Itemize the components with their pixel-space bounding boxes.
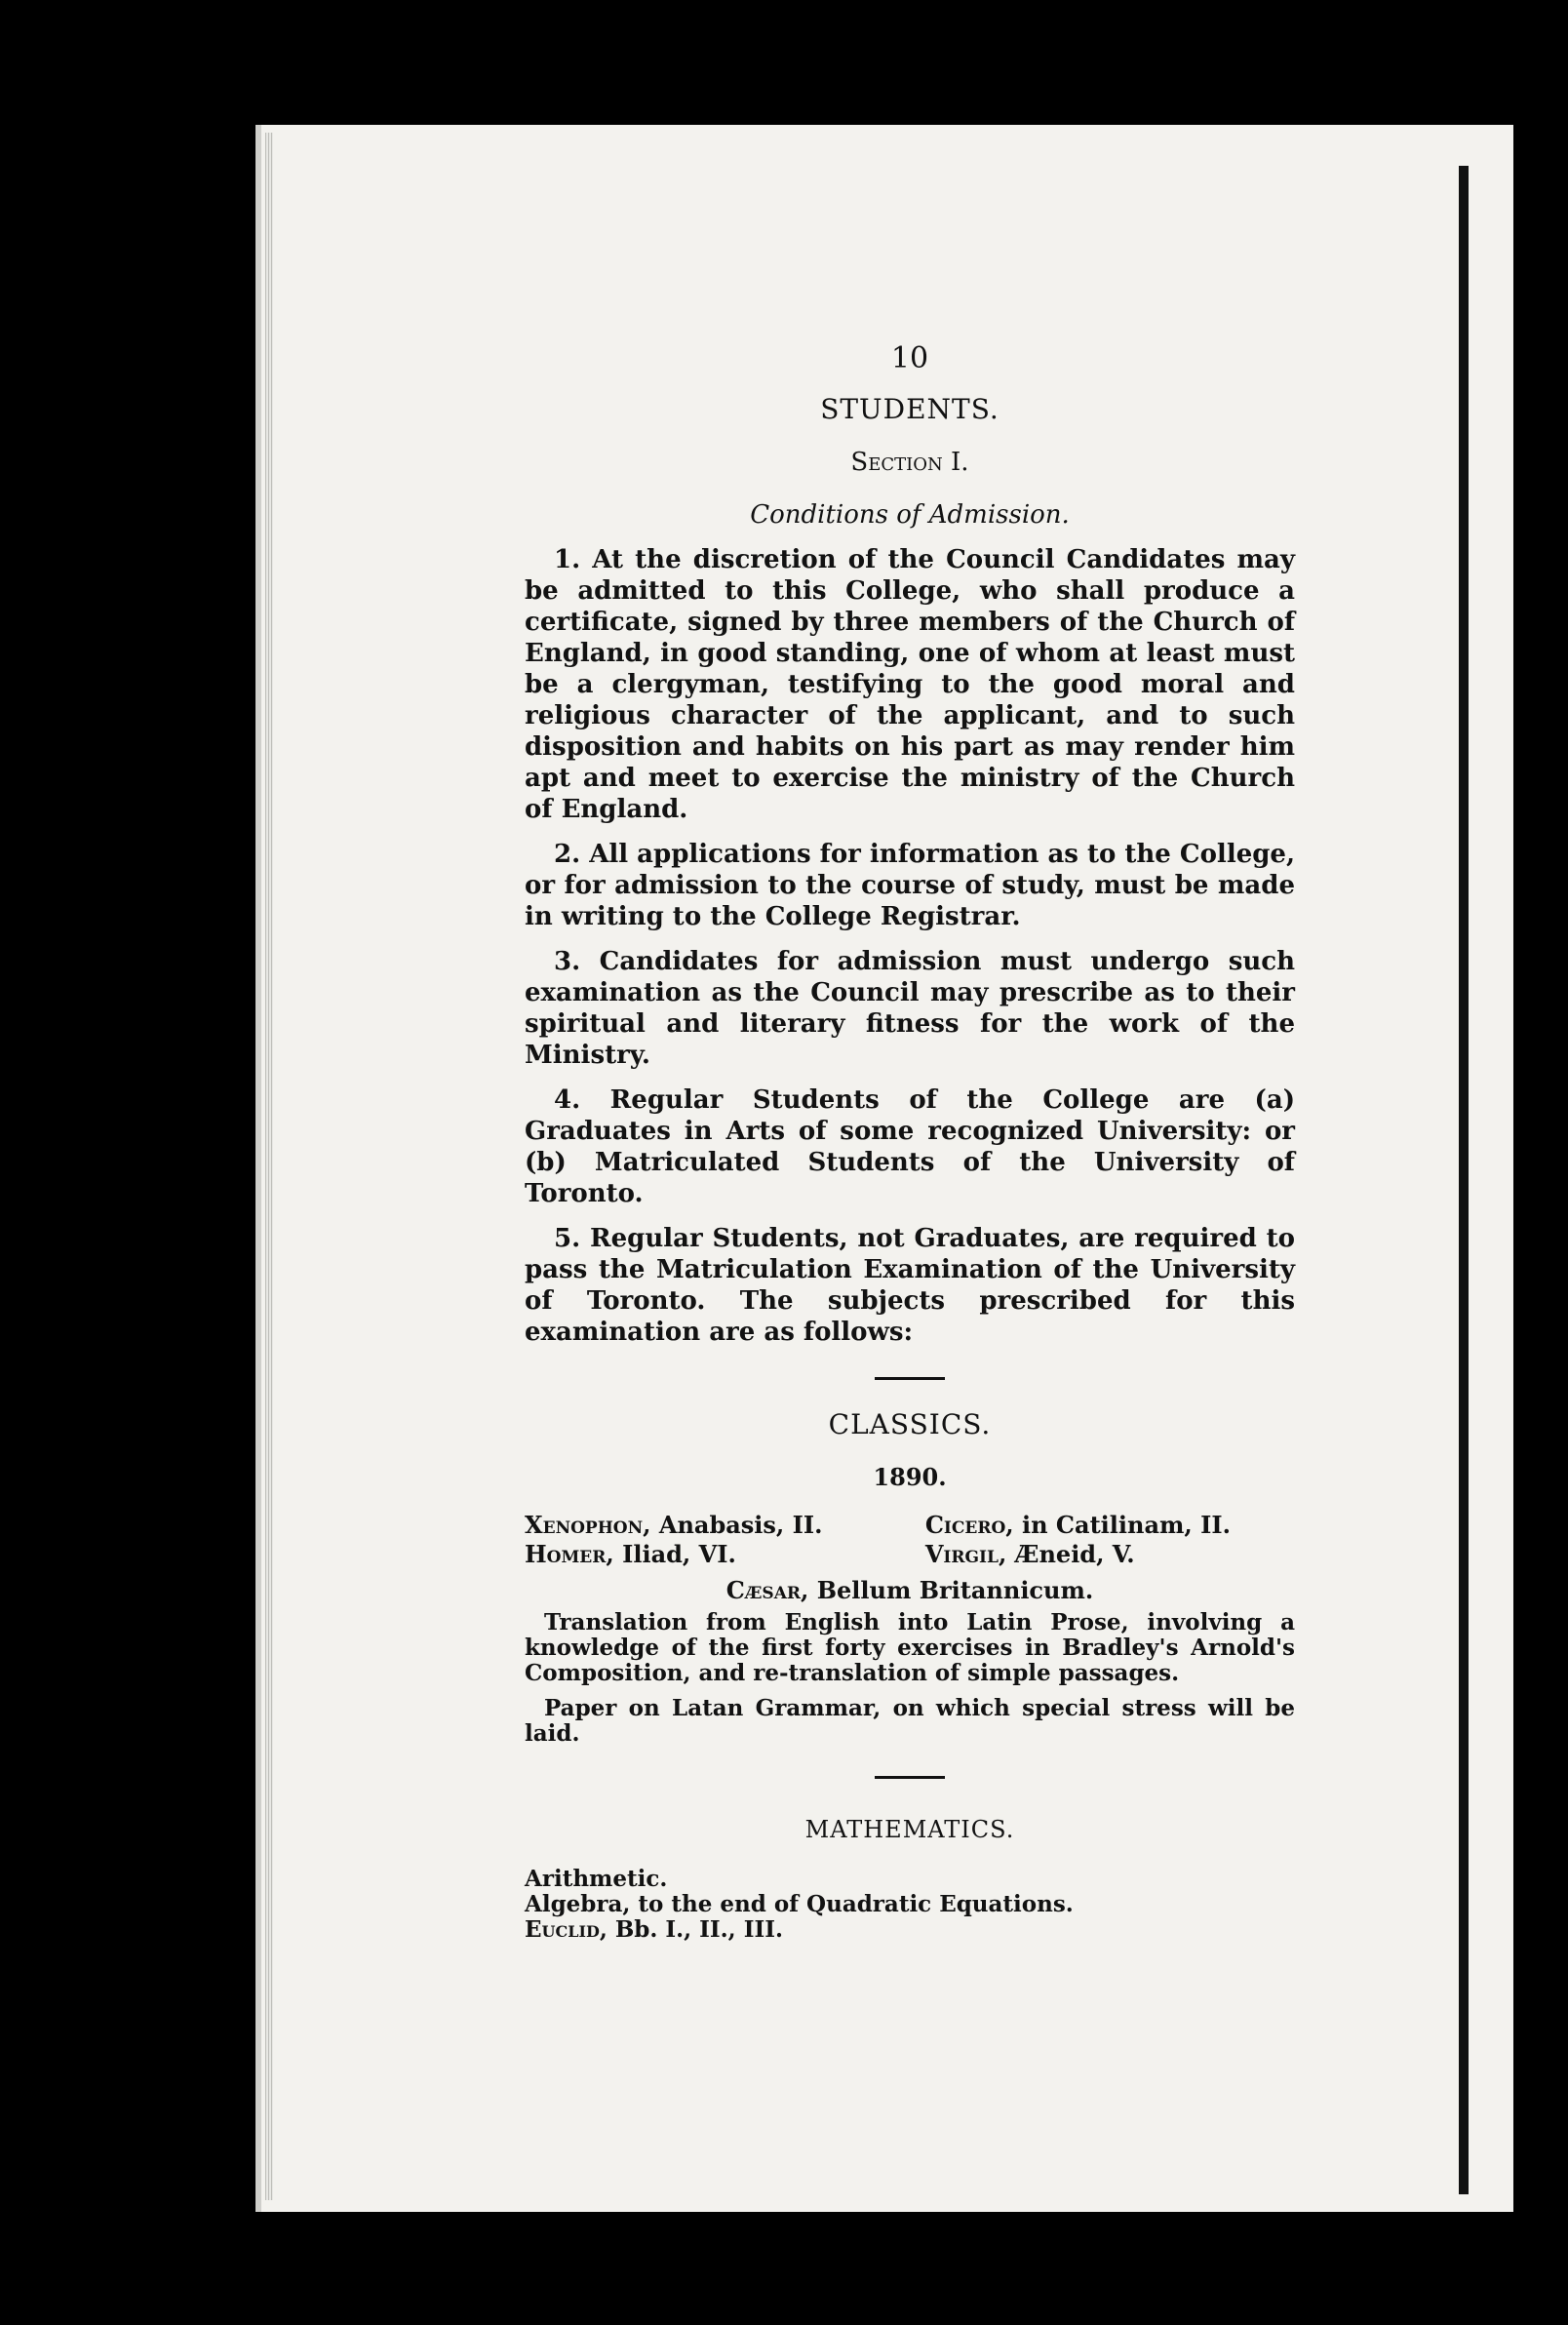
book-entry: Virgil, Æneid, V. xyxy=(924,1540,1135,1568)
page-number: 10 xyxy=(890,341,929,375)
book-entry-caesar: Cæsar, Bellum Britannicum. xyxy=(725,1576,1094,1604)
classics-year: 1890. xyxy=(873,1463,947,1491)
books-right-column xyxy=(925,1511,1295,1569)
paragraph-5: 5. Regular Students, not Graduates, are required to pass the Matriculation Examination of the University of Toronto. The subjects prescribed for this examination are as follows: xyxy=(525,1224,1295,1347)
mathematics-title: MATHEMATICS. xyxy=(804,1816,1015,1843)
classics-title: CLASSICS. xyxy=(828,1408,992,1440)
divider xyxy=(875,1776,945,1779)
subheading: Conditions of Admission. xyxy=(750,500,1070,530)
page-edge xyxy=(265,133,273,2200)
classics-books xyxy=(525,1511,1295,1569)
page-heading: STUDENTS. xyxy=(820,393,1000,425)
math-item: Arithmetic. xyxy=(525,1866,668,1892)
math-item-euclid: Euclid, Bb. I., II., III. xyxy=(525,1916,783,1943)
paragraph-2: 2. All applications for information as to the College, or for admission to the course of study, must be made in writing to the College Registrar. xyxy=(525,840,1296,931)
books-left-column xyxy=(525,1511,894,1569)
grammar-note: Paper on Latan Grammar, on which special stress will be laid. xyxy=(525,1695,1295,1747)
divider xyxy=(875,1377,945,1380)
translation-note: Translation from English into Latin Prose, involving a knowledge of the first forty exercises in Bradley's Arnold's Composition, and re-translation of simple passages. xyxy=(525,1609,1295,1686)
math-item: Algebra, to the end of Quadratic Equations. xyxy=(525,1891,1074,1917)
paragraph-1: 1. At the discretion of the Council Candidates may be admitted to this College, who shall produce a certificate, signed by three members of the Church of England, in good standing, one of whom at least must be a clergyman, testifying to the good moral and religious character of the applicant, and to such disposition and habits on his part as may render him apt and meet to exercise the ministry of the Church of England. xyxy=(525,545,1295,824)
page-content xyxy=(525,343,1295,1943)
book-entry: Homer, Iliad, VI. xyxy=(525,1540,736,1568)
paragraph-4: 4. Regular Students of the College are (a) Graduates in Arts of some recognized University: or (b) Matriculated Students of the University of Toronto. xyxy=(525,1085,1295,1208)
section-title: Section I. xyxy=(850,448,969,477)
paragraph-3: 3. Candidates for admission must undergo such examination as the Council may prescribe as to their spiritual and literary fitness for the work of the Ministry. xyxy=(525,947,1295,1070)
book-entry: Cicero, in Catilinam, II. xyxy=(924,1511,1231,1539)
book-entry: Xenophon, Anabasis, II. xyxy=(525,1511,823,1539)
binding-shadow xyxy=(1459,166,1469,2194)
